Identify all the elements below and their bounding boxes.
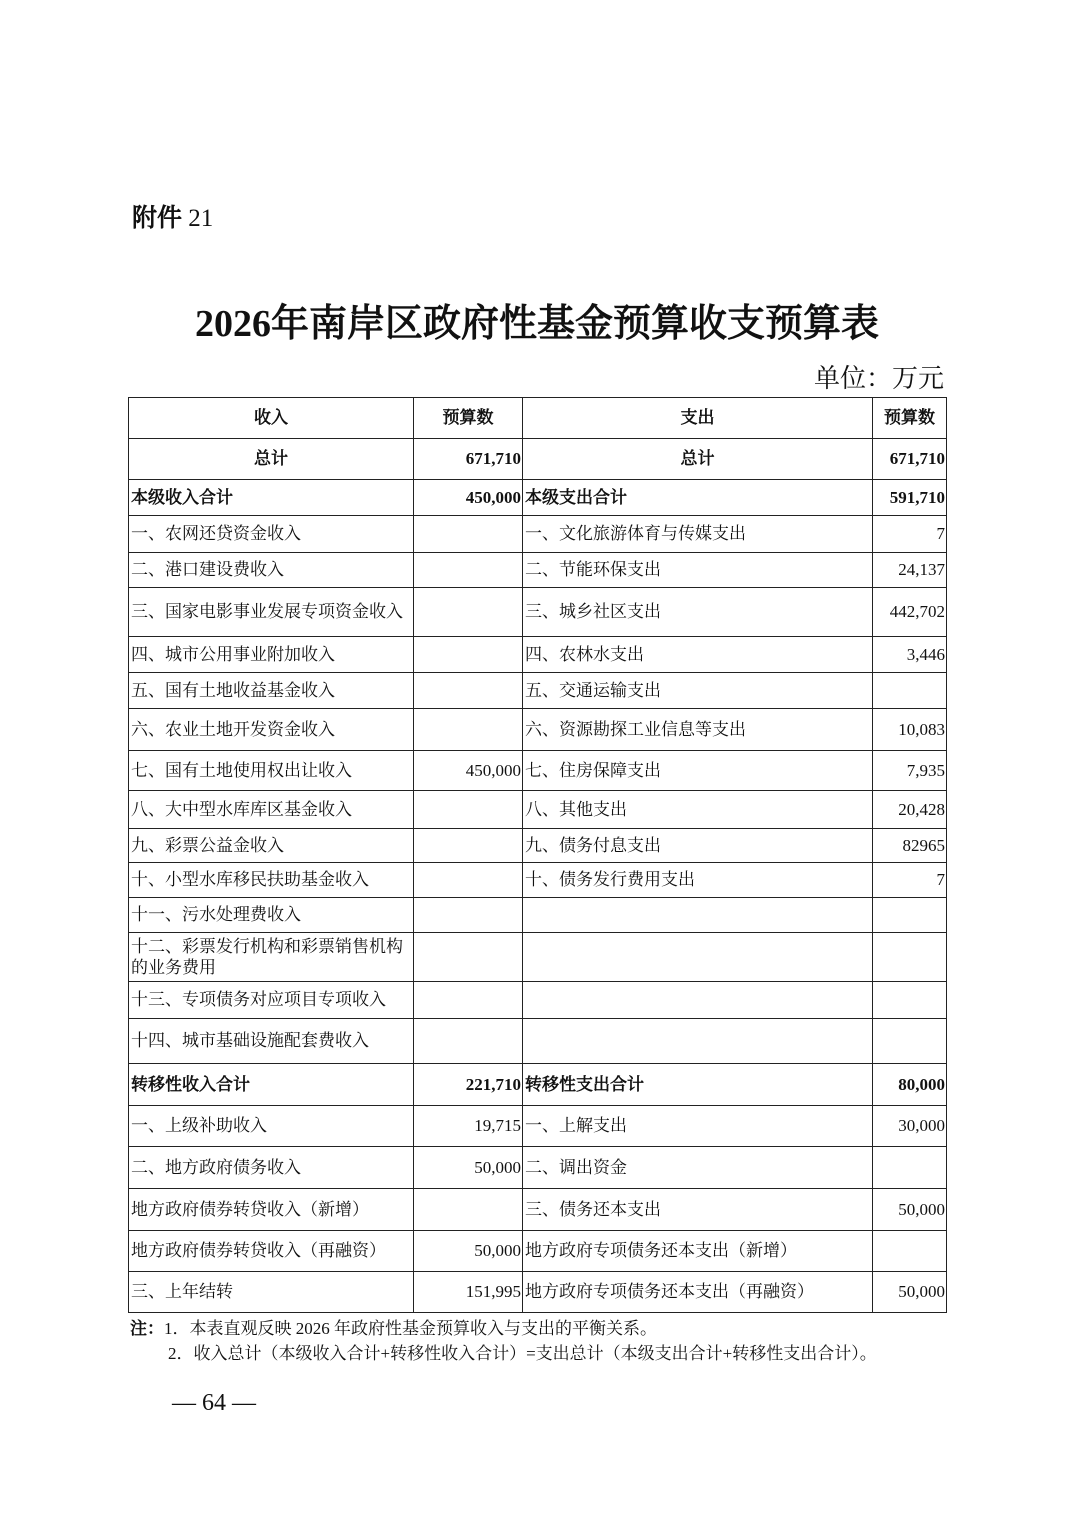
income-item: 转移性收入合计 bbox=[129, 1064, 414, 1106]
table-row bbox=[129, 588, 947, 637]
income-amount bbox=[414, 673, 523, 709]
table-row bbox=[129, 933, 947, 982]
expense-amount bbox=[873, 1147, 947, 1189]
income-item: 四、城市公用事业附加收入 bbox=[129, 637, 414, 673]
income-amount: 50,000 bbox=[414, 1231, 523, 1272]
expense-amount: 7 bbox=[873, 863, 947, 898]
expense-amount bbox=[873, 1019, 947, 1064]
income-amount bbox=[414, 791, 523, 829]
table-header-row bbox=[129, 398, 947, 439]
income-item: 三、上年结转 bbox=[129, 1272, 414, 1313]
table-row bbox=[129, 637, 947, 673]
unit-label: 单位：万元 bbox=[813, 364, 944, 393]
income-amount bbox=[414, 933, 523, 982]
expense-item: 地方政府专项债务还本支出（再融资） bbox=[523, 1272, 873, 1313]
income-amount bbox=[414, 588, 523, 637]
table-row bbox=[129, 673, 947, 709]
income-amount bbox=[414, 1189, 523, 1231]
income-amount bbox=[414, 637, 523, 673]
expense-amount: 7,935 bbox=[873, 751, 947, 791]
expense-item: 二、节能环保支出 bbox=[523, 553, 873, 588]
income-amount: 19,715 bbox=[414, 1106, 523, 1147]
table-row bbox=[129, 1272, 947, 1313]
expense-amount: 7 bbox=[873, 516, 947, 553]
table-row bbox=[129, 709, 947, 751]
expense-amount: 671,710 bbox=[873, 439, 947, 480]
expense-amount: 24,137 bbox=[873, 553, 947, 588]
expense-amount bbox=[873, 898, 947, 933]
expense-amount bbox=[873, 1231, 947, 1272]
expense-item: 二、调出资金 bbox=[523, 1147, 873, 1189]
income-item: 地方政府债券转贷收入（再融资） bbox=[129, 1231, 414, 1272]
income-amount bbox=[414, 982, 523, 1019]
income-item: 十二、彩票发行机构和彩票销售机构的业务费用 bbox=[129, 933, 414, 982]
income-amount: 671,710 bbox=[414, 439, 523, 480]
income-item: 一、农网还贷资金收入 bbox=[129, 516, 414, 553]
table-row bbox=[129, 1106, 947, 1147]
note-item: 1．本表直观反映 2026 年政府性基金预算收入与支出的平衡关系。 bbox=[164, 1319, 657, 1338]
income-amount: 50,000 bbox=[414, 1147, 523, 1189]
notes-label: 注： bbox=[130, 1319, 164, 1338]
income-amount bbox=[414, 553, 523, 588]
table-row bbox=[129, 791, 947, 829]
income-item: 九、彩票公益金收入 bbox=[129, 829, 414, 863]
table-row bbox=[129, 439, 947, 480]
income-amount bbox=[414, 898, 523, 933]
expense-item: 本级支出合计 bbox=[523, 480, 873, 516]
income-item: 五、国有土地收益基金收入 bbox=[129, 673, 414, 709]
income-item: 八、大中型水库库区基金收入 bbox=[129, 791, 414, 829]
income-amount: 450,000 bbox=[414, 480, 523, 516]
expense-item: 九、债务付息支出 bbox=[523, 829, 873, 863]
expense-amount bbox=[873, 982, 947, 1019]
expense-item: 三、债务还本支出 bbox=[523, 1189, 873, 1231]
expense-item: 地方政府专项债务还本支出（新增） bbox=[523, 1231, 873, 1272]
header-income-budget: 预算数 bbox=[414, 398, 523, 439]
expense-amount: 10,083 bbox=[873, 709, 947, 751]
attachment-label bbox=[132, 198, 213, 234]
header-income: 收入 bbox=[129, 398, 414, 439]
income-amount: 450,000 bbox=[414, 751, 523, 791]
income-amount: 221,710 bbox=[414, 1064, 523, 1106]
expense-item: 六、资源勘探工业信息等支出 bbox=[523, 709, 873, 751]
income-item: 六、农业土地开发资金收入 bbox=[129, 709, 414, 751]
income-item: 本级收入合计 bbox=[129, 480, 414, 516]
expense-item bbox=[523, 898, 873, 933]
header-expense: 支出 bbox=[523, 398, 873, 439]
expense-item: 四、农林水支出 bbox=[523, 637, 873, 673]
expense-item: 一、文化旅游体育与传媒支出 bbox=[523, 516, 873, 553]
income-item: 十、小型水库移民扶助基金收入 bbox=[129, 863, 414, 898]
expense-item bbox=[523, 1019, 873, 1064]
table-row bbox=[129, 553, 947, 588]
attachment-word: 附件 bbox=[132, 203, 183, 232]
income-item: 二、港口建设费收入 bbox=[129, 553, 414, 588]
expense-amount bbox=[873, 933, 947, 982]
expense-amount: 20,428 bbox=[873, 791, 947, 829]
income-amount bbox=[414, 709, 523, 751]
expense-amount: 50,000 bbox=[873, 1189, 947, 1231]
income-amount: 151,995 bbox=[414, 1272, 523, 1313]
expense-item: 八、其他支出 bbox=[523, 791, 873, 829]
table-row bbox=[129, 898, 947, 933]
expense-item: 七、住房保障支出 bbox=[523, 751, 873, 791]
table-row bbox=[129, 1019, 947, 1064]
page-number: — 64 — bbox=[172, 1390, 256, 1416]
income-item: 二、地方政府债务收入 bbox=[129, 1147, 414, 1189]
income-item: 总计 bbox=[129, 439, 414, 480]
income-item: 十三、专项债务对应项目专项收入 bbox=[129, 982, 414, 1019]
table-row bbox=[129, 982, 947, 1019]
table-row bbox=[129, 480, 947, 516]
table-row bbox=[129, 1147, 947, 1189]
income-item: 十一、污水处理费收入 bbox=[129, 898, 414, 933]
notes bbox=[130, 1316, 877, 1366]
income-item: 七、国有土地使用权出让收入 bbox=[129, 751, 414, 791]
table-row bbox=[129, 1231, 947, 1272]
expense-amount: 591,710 bbox=[873, 480, 947, 516]
expense-item: 十、债务发行费用支出 bbox=[523, 863, 873, 898]
income-item: 三、国家电影事业发展专项资金收入 bbox=[129, 588, 414, 637]
page-title: 2026年南岸区政府性基金预算收支预算表 bbox=[194, 303, 879, 345]
expense-amount: 82965 bbox=[873, 829, 947, 863]
table-row bbox=[129, 516, 947, 553]
expense-item: 总计 bbox=[523, 439, 873, 480]
expense-item: 一、上解支出 bbox=[523, 1106, 873, 1147]
income-item: 地方政府债券转贷收入（新增） bbox=[129, 1189, 414, 1231]
income-item: 十四、城市基础设施配套费收入 bbox=[129, 1019, 414, 1064]
budget-table bbox=[128, 397, 947, 1313]
expense-item: 三、城乡社区支出 bbox=[523, 588, 873, 637]
table-row bbox=[129, 1064, 947, 1106]
expense-amount: 3,446 bbox=[873, 637, 947, 673]
expense-amount: 50,000 bbox=[873, 1272, 947, 1313]
table-row bbox=[129, 829, 947, 863]
expense-amount bbox=[873, 673, 947, 709]
header-expense-budget: 预算数 bbox=[873, 398, 947, 439]
income-amount bbox=[414, 516, 523, 553]
table-row bbox=[129, 751, 947, 791]
expense-item bbox=[523, 982, 873, 1019]
expense-amount: 30,000 bbox=[873, 1106, 947, 1147]
income-item: 一、上级补助收入 bbox=[129, 1106, 414, 1147]
note-item: 2．收入总计（本级收入合计+转移性收入合计）=支出总计（本级支出合计+转移性支出合计）。 bbox=[168, 1344, 877, 1363]
expense-amount: 442,702 bbox=[873, 588, 947, 637]
table-row bbox=[129, 863, 947, 898]
expense-item bbox=[523, 933, 873, 982]
expense-item: 转移性支出合计 bbox=[523, 1064, 873, 1106]
expense-item: 五、交通运输支出 bbox=[523, 673, 873, 709]
income-amount bbox=[414, 1019, 523, 1064]
attachment-number: 21 bbox=[188, 205, 214, 232]
income-amount bbox=[414, 863, 523, 898]
income-amount bbox=[414, 829, 523, 863]
table-row bbox=[129, 1189, 947, 1231]
expense-amount: 80,000 bbox=[873, 1064, 947, 1106]
